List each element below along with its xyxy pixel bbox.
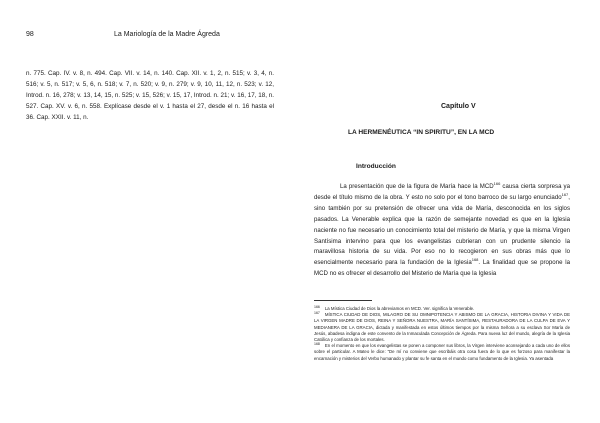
body-paragraph	[314, 182, 570, 280]
body-text: causa cierta sorpresa ya desde el título mismo de la obra. Y esto no solo por el tono barroco de su largo enunciado	[314, 183, 570, 201]
footnote-separator	[314, 300, 372, 301]
footnotes	[314, 306, 570, 362]
footnote-text: En el momento en que los evangelistas se ponen a componer sus libros, la Virgen interviene aconsejando a cada uno de ellos sobre el particular. A Mateo le dice: “De mí no conviene que escribáis otra cosa fuera de lo que es forzoso para manifestar la encarnación y misterios del Verbo humanado y plantar su fe santa en el mundo como fundamento de la Iglesia. Ya asentada	[314, 343, 570, 361]
footnote-mark: 167	[314, 310, 320, 315]
body-text: La presentación que de la figura de María hace la MCD	[340, 183, 494, 190]
footnote-ref[interactable]: 166	[493, 180, 501, 186]
body-text: , sino también por su pretensión de ofrecer una vida de María, desconocida en los siglos pasados. La Venerable explica que la razón de semejante novedad es que en la Iglesia naciente no fue necesario un conocimiento total del misterio de María, y que la misma Virgen Santísima intervino para que los evangelistas cubrieran con un prudente silencio la maravillosa historia de su vida. Por eso no lo recogieron en sus obras más que lo esencialmente necesario para la fundación de la Iglesia	[314, 193, 570, 267]
running-head: La Mariología de la Madre Ágreda	[114, 31, 220, 38]
left-column-paragraph: n. 775. Cap. IV. v. 8, n. 494. Cap. VII. v. 14, n. 140. Cap. XII. v. 1, 2, n. 515; v. 3, 4, n. 516; v. 5, n. 517; v. 5, 6, n. 518; v. 7, n. 520; v. 9, n. 279; v. 9, 10, 11, 12, n. 523; v. 12, Introd. n. 16, 278; v. 13, 14, 15, n. 525; v. 15, 526; v. 15, 17, Introd. n. 21; v. 16, 17, 18, n. 527. Cap. XV. v. 6, n. 558. Explícase desde el v. 1 hasta el 27, desde el n. 16 hasta el 36. Cap. XXII. v. 11, n.	[26, 70, 274, 122]
section-heading: Introducción	[356, 163, 396, 170]
page-number: 98	[26, 31, 34, 38]
footnote-mark: 168	[314, 341, 320, 346]
chapter-title: LA HERMENÉUTICA “IN SPIRITU”, EN LA MCD	[348, 129, 495, 136]
footnote-ref[interactable]: 167	[561, 191, 569, 197]
footnote-text: La Mística Ciudad de Dios la abreviamos en MCD. Ver. significa la Venerable.	[324, 306, 475, 311]
body-text: . La finalidad que se propone la MCD no es ofrecer el desarrollo del Misterio de María que la Iglesia	[314, 259, 570, 278]
footnote	[314, 343, 570, 362]
footnote-text: MÍSTICA CIUDAD DE DIOS, MILAGRO DE SU OMNIPOTENCIA Y ABISMO DE LA GRACIA, HISTORIA DIVINA Y VIDA DE LA VIRGEN MADRE DE DIOS, REINA Y SEÑORA NUESTRA, MARÍA SANTÍSIMA, RESTAURADORA DE LA CULPA DE EVA Y MEDIANERA DE LA GRACIA, dictada y manifestada en estos últimos tiempos por la misma Señora a su esclava Sor María de Jesús, abadesa indigna de este convento de la Inmaculada Concepción de Ágreda. Para nueva luz del mundo, alegría de la Iglesia Católica y confianza de los mortales.	[314, 312, 570, 343]
chapter-heading: Capítulo V	[441, 103, 476, 110]
footnote-ref[interactable]: 168	[471, 257, 479, 263]
footnote	[314, 312, 570, 343]
footnote-mark: 166	[314, 304, 320, 309]
